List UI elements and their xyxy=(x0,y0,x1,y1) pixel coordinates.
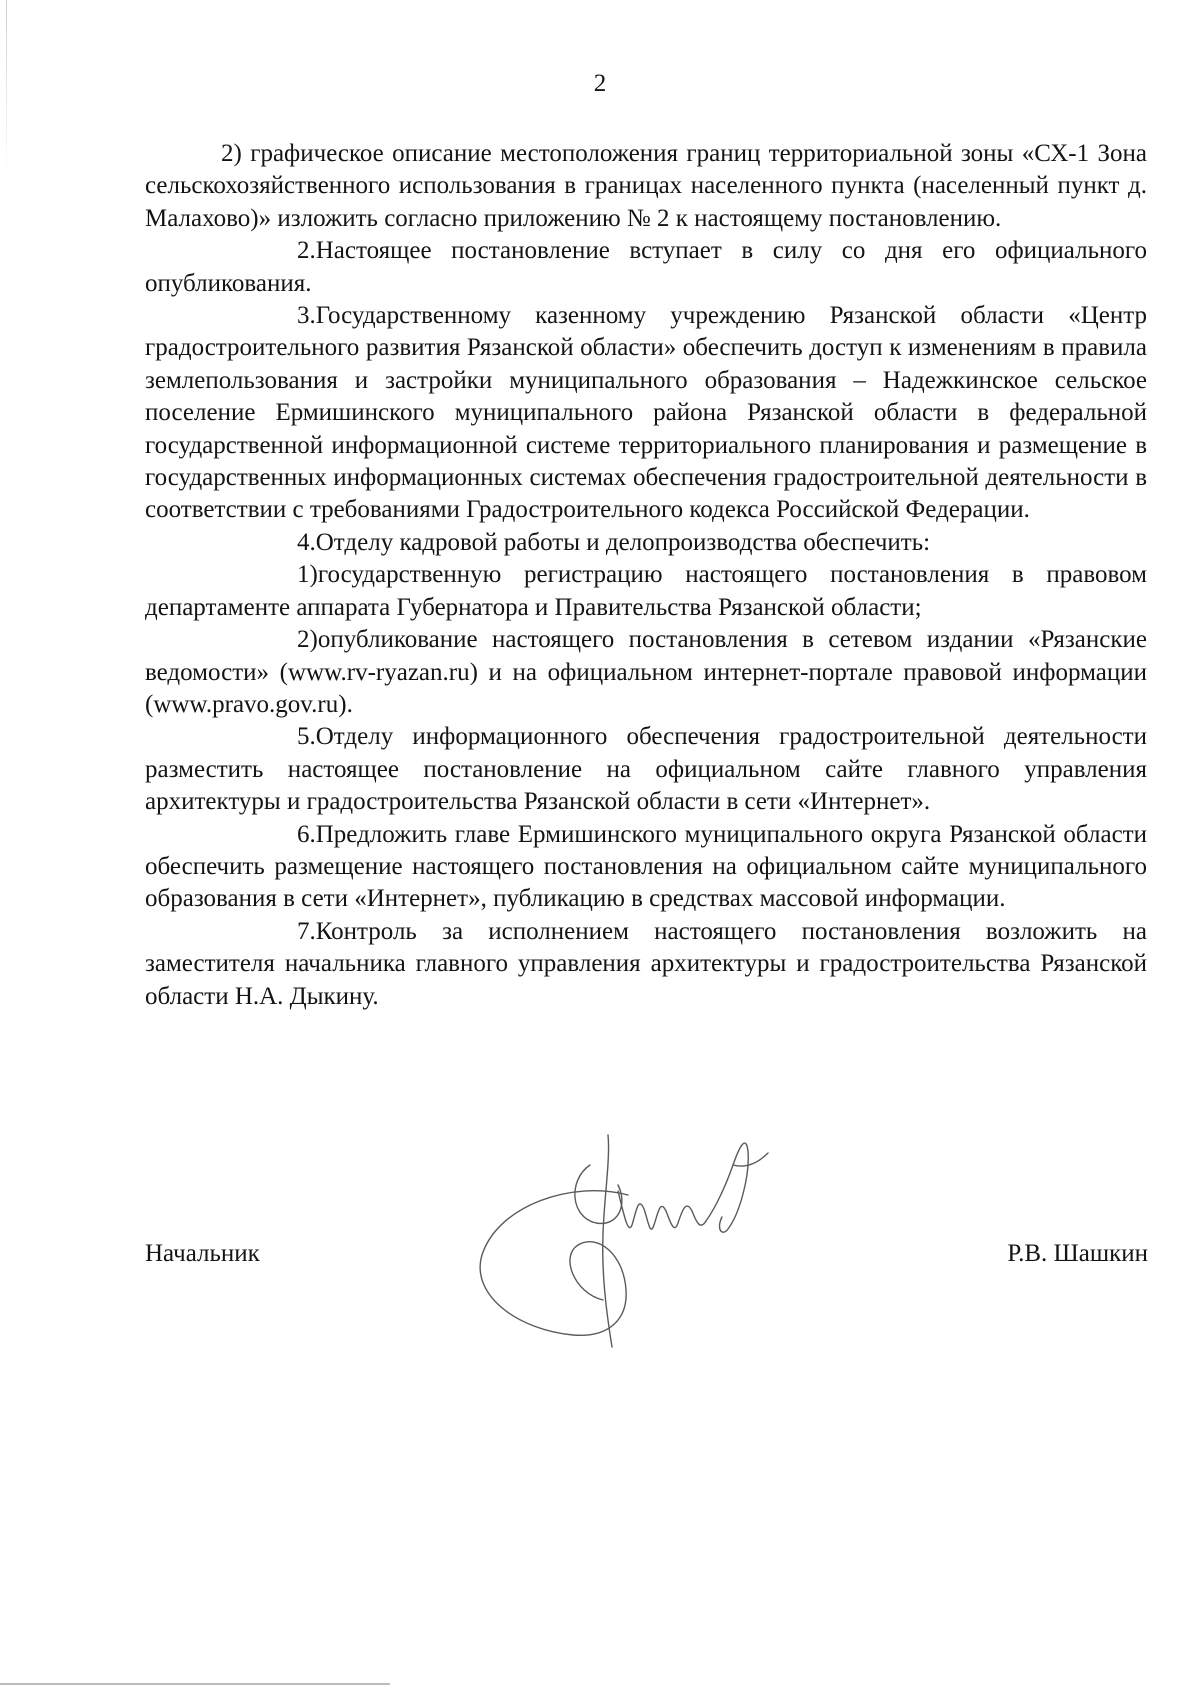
paragraph-text: Контроль за исполнением настоящего постановления возложить на заместителя начальника главного управления архитектуры и градостроительства Рязанской области Н.А. Дыкину. xyxy=(145,917,1147,1010)
paragraph-4-1-registration xyxy=(145,559,1147,624)
paragraph-text: опубликование настоящего постановления в сетевом издании «Рязанские ведомости» (www.rv-ryazan.ru) и на официальном интернет-портале правовой информации (www.pravo.gov.ru). xyxy=(145,626,1147,718)
paragraph-4-records-department xyxy=(145,527,1147,559)
paragraph-3-gku-center xyxy=(145,300,1147,527)
paragraph-4-2-publication xyxy=(145,624,1147,721)
handwritten-signature xyxy=(478,1125,838,1365)
paragraph-number: 4. xyxy=(297,528,316,556)
paragraph-text: государственную регистрацию настоящего постановления в правовом департаменте аппарата Губернатора и Правительства Рязанской области; xyxy=(145,561,1147,621)
paragraph-text: Настоящее постановление вступает в силу со дня его официального опубликования. xyxy=(145,237,1147,297)
paragraph-text: Отделу кадровой работы и делопроизводства обеспечить: xyxy=(315,528,931,556)
paragraph-text: 2) графическое описание местоположения границ территориальной зоны «СХ-1 Зона сельскохозяйственного использования в границах населенного пункта (населенный пункт д. Малахово)» изложить согласно приложению № 2 к настоящему постановлению. xyxy=(145,140,1147,232)
paragraph-7-control xyxy=(145,916,1147,1013)
paragraph-6-municipal-head xyxy=(145,819,1147,916)
paragraph-text: Государственному казенному учреждению Рязанской области «Центр градостроительного развития Рязанской области» обеспечить доступ к изменениям в правила землепользования и застройки муниципального образования – Надежкинское сельское поселение Ермишинского муниципального района Рязанской области в федеральной государственной информационной системе территориального планирования и размещение в государственных информационных системах обеспечения градостроительной деятельности в соответствии с требованиями Градостроительного кодекса Российской Федерации. xyxy=(145,302,1147,524)
paragraph-number: 1) xyxy=(297,561,318,589)
paragraph-2-effective-date xyxy=(145,235,1147,300)
paragraph-number: 3. xyxy=(297,302,316,330)
scan-edge-bottom xyxy=(0,1683,390,1685)
paragraph-text: Предложить главе Ермишинского муниципального округа Рязанской области обеспечить размещение настоящего постановления на официальном сайте муниципального образования в сети «Интернет», публикацию в средствах массовой информации. xyxy=(145,820,1147,913)
paragraph-number: 2. xyxy=(297,237,316,265)
signatory-name: Р.В. Шашкин xyxy=(1007,1240,1148,1267)
paragraph-number: 6. xyxy=(297,820,316,848)
document-body xyxy=(145,138,1147,1013)
paragraph-number: 5. xyxy=(297,723,316,751)
paragraph-text: Отделу информационного обеспечения градостроительной деятельности разместить настоящее постановление на официальном сайте главного управления архитектуры и градостроительства Рязанской области в сети «Интернет». xyxy=(145,723,1147,816)
page-number: 2 xyxy=(593,70,607,97)
paragraph-5-website xyxy=(145,721,1147,818)
signatory-position: Начальник xyxy=(145,1240,260,1267)
paragraph-number: 2) xyxy=(297,626,318,654)
paragraph-number: 7. xyxy=(297,917,316,945)
paragraph-1-2-graphic-description xyxy=(145,138,1147,235)
